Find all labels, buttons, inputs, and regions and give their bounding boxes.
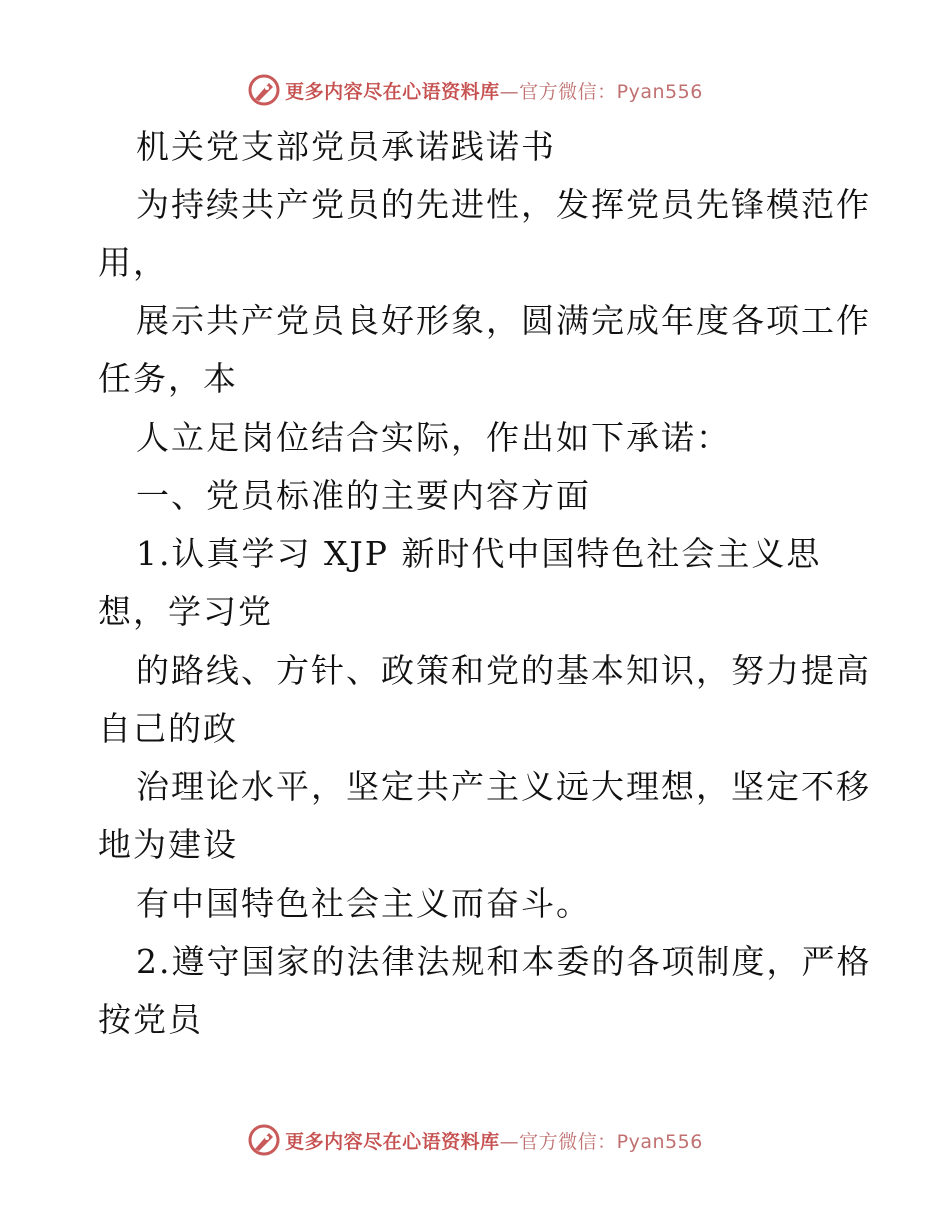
watermark-header [0, 70, 950, 110]
paragraph-line: 的路线、方针、政策和党的基本知识，努力提高 [136, 651, 871, 690]
watermark-title: 更多内容尽在心语资料库 [285, 80, 500, 103]
watermark-title: 更多内容尽在心语资料库 [285, 1130, 500, 1153]
pen-nib-logo-icon [247, 73, 281, 107]
paragraph-line: 用， [98, 243, 168, 282]
watermark-footer [0, 1120, 950, 1160]
paragraph-line: 治理论水平，坚定共产主义远大理想，坚定不移 [136, 767, 871, 806]
paragraph-line: 2.遵守国家的法律法规和本委的各项制度，严格 [136, 942, 872, 981]
paragraph-line: 为持续共产党员的先进性，发挥党员先锋模范作 [136, 185, 871, 224]
paragraph-line: 想，学习党 [98, 592, 273, 631]
paragraph-line: 自己的政 [98, 709, 238, 748]
paragraph-line: 有中国特色社会主义而奋斗。 [136, 884, 591, 923]
paragraph-line: 展示共产党员良好形象，圆满完成年度各项工作 [136, 301, 871, 340]
document-title: 机关党支部党员承诺践诺书 [136, 127, 556, 166]
section-heading: 一、党员标准的主要内容方面 [136, 476, 591, 515]
watermark-contact: —官方微信：Pyan556 [499, 80, 703, 103]
pen-nib-logo-icon [247, 1123, 281, 1157]
paragraph-line: 按党员 [98, 1000, 203, 1039]
watermark-contact: —官方微信：Pyan556 [499, 1130, 703, 1153]
paragraph-line: 1.认真学习 XJP 新时代中国特色社会主义思 [136, 534, 822, 573]
paragraph-line: 地为建设 [98, 825, 238, 864]
paragraph-line: 任务，本 [98, 359, 238, 398]
paragraph-line: 人立足岗位结合实际，作出如下承诺： [136, 418, 731, 457]
